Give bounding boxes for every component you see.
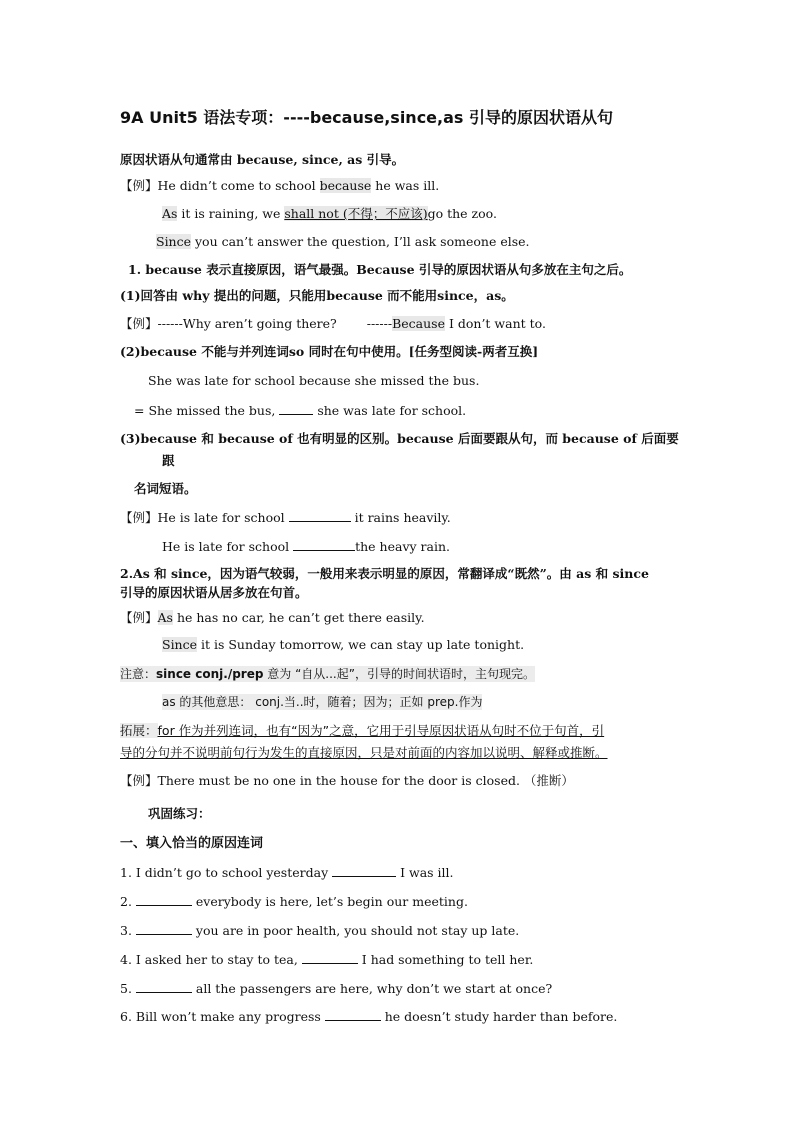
answer-blank[interactable] bbox=[332, 864, 396, 877]
question-6: 6. Bill won’t make any progress he doesn’t study harder than before. bbox=[120, 1009, 618, 1024]
example-2: As it is raining, we shall not (不得；不应该)go the zoo. bbox=[162, 206, 497, 221]
rule-1-3: (3)because 和 because of 也有明显的区别。because 后面要跟从句，而 because of 后面要 bbox=[120, 431, 679, 446]
rule-2-cont: 引导的原因状语从居多放在句首。 bbox=[120, 585, 308, 600]
question-5: 5. all the passengers are here, why don’t we start at once? bbox=[120, 981, 553, 996]
answer-blank[interactable] bbox=[293, 538, 355, 551]
section-1-heading: 一、填入恰当的原因连词 bbox=[120, 836, 264, 851]
rule-1: 1. because 表示直接原因，语气最强。Because 引导的原因状语从句多放在主句之后。 bbox=[128, 262, 632, 277]
answer-blank[interactable] bbox=[302, 951, 358, 964]
question-4: 4. I asked her to stay to tea, I had something to tell her. bbox=[120, 952, 534, 967]
answer-blank[interactable] bbox=[136, 980, 192, 993]
note-as: as 的其他意思： conj.当..时，随着；因为；正如 prep.作为 bbox=[162, 695, 483, 709]
example-3: Since you can’t answer the question, I’ll ask someone else. bbox=[156, 234, 530, 249]
example-4: 【例】------Why aren’t going there? ------Because I don’t want to. bbox=[120, 316, 546, 331]
intro-text: 原因状语从句通常由 because, since, as 引导。 bbox=[120, 152, 405, 167]
answer-blank[interactable] bbox=[136, 893, 192, 906]
example-tag: 【例】 bbox=[120, 178, 158, 193]
example-1: 【例】He didn’t come to school because he was ill. bbox=[120, 178, 440, 193]
question-1: 1. I didn’t go to school yesterday I was ill. bbox=[120, 865, 454, 880]
rule-1-1: (1)回答由 why 提出的问题，只能用because 而不能用since，as。 bbox=[120, 288, 514, 303]
answer-blank[interactable] bbox=[136, 922, 192, 935]
example-8: Since it is Sunday tomorrow, we can stay up late tonight. bbox=[162, 637, 525, 652]
example-7: 【例】As he has no car, he can’t get there easily. bbox=[120, 610, 425, 625]
example-6: He is late for school the heavy rain. bbox=[162, 539, 450, 554]
highlight-because: because bbox=[319, 178, 372, 193]
rule-1-2: (2)because 不能与并列连词so 同时在句中使用。[任务型阅读-两者互换] bbox=[120, 344, 539, 359]
rule-1-3-cont2: 名词短语。 bbox=[134, 481, 197, 496]
note-since: 注意：since conj./prep 意为 “自从...起”，引导的时间状语时，主句现完。 bbox=[120, 667, 535, 681]
page-title: 9A Unit5 语法专项：----because,since,as 引导的原因状语从句 bbox=[120, 108, 614, 127]
practice-heading: 巩固练习： bbox=[148, 806, 211, 821]
answer-blank[interactable] bbox=[279, 402, 313, 415]
answer-blank[interactable] bbox=[325, 1008, 381, 1021]
extension-2: 导的分句并不说明前句行为发生的直接原因，只是对前面的内容加以说明、解释或推断。 bbox=[120, 745, 608, 760]
example-9: 【例】There must be no one in the house for the door is closed. （推断） bbox=[120, 773, 574, 788]
rule-2: 2.As 和 since，因为语气较弱，一般用来表示明显的原因，常翻译成“既然”。由 as 和 since bbox=[120, 566, 649, 581]
sentence-2: = She missed the bus, she was late for school. bbox=[134, 403, 467, 418]
extension-1: 拓展：for 作为并列连词，也有“因为”之意，它用于引导原因状语从句时不位于句首，引 bbox=[120, 723, 605, 738]
sentence-1: She was late for school because she missed the bus. bbox=[148, 373, 480, 388]
question-2: 2. everybody is here, let’s begin our meeting. bbox=[120, 894, 468, 909]
rule-1-3-cont: 跟 bbox=[162, 453, 175, 468]
question-3: 3. you are in poor health, you should not stay up late. bbox=[120, 923, 520, 938]
example-5: 【例】He is late for school it rains heavily. bbox=[120, 510, 451, 525]
answer-blank[interactable] bbox=[289, 509, 351, 522]
